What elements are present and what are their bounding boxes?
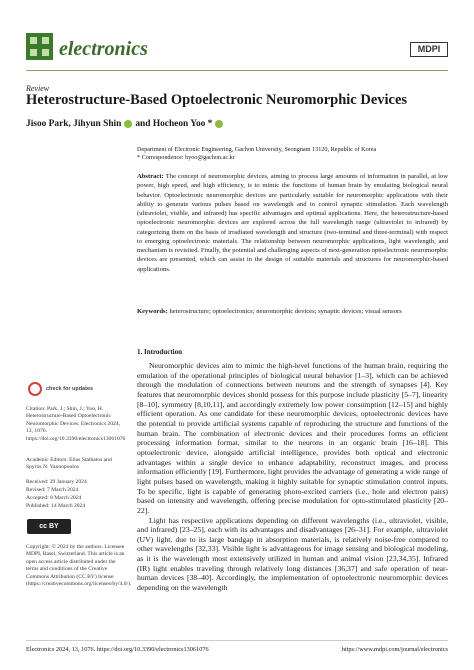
page-footer xyxy=(26,646,448,653)
cc-license-icon[interactable]: cc BY xyxy=(27,519,71,534)
keywords xyxy=(137,307,448,316)
check-for-updates-badge[interactable] xyxy=(28,382,93,396)
orcid-icon[interactable] xyxy=(215,120,223,128)
published-date: Published: 14 March 2024 xyxy=(26,503,86,509)
section-heading: 1. Introduction xyxy=(137,348,182,356)
journal-logo-icon xyxy=(26,33,53,60)
keywords-label: Keywords: xyxy=(137,308,168,315)
abstract xyxy=(137,172,448,274)
intro-paragraph-1: Neuromorphic devices aim to mimic the high-level functions of the human brain, requiring the emulation of the operational principles of biological neural behavior [1–3], which can be achieved through the modulation of connections between neurons and the strength of synapses [4]. Key features that neuromorphic devices should possess for this purpose include plasticity [5–7], linearity [8–10], symmetry [8,10,11], and accordingly extremely low power consumption [12–15] and highly efficient operation. As one candidate for these neuromorphic devices, optoelectronic devices have the potential to provide artificial systems capable of reproducing the structure and functions of the human brain. The combination of electronic devices and their procedures forms an efficient processing information format, similar to the neurons in an organic brain [16–18]. This optoelectronic device, alongside artificial intelligence, provides both optical and electronic advantages within a single device to enhance adaptability, reconstruct images, and process information efficiently [19]. Furthermore, light provides the advantage of generating a wide range of light pulses based on wavelength, making it highly suitable for synaptic stimulation control inputs. To be specific, light is capable of generating photo-excited carriers (i.e., hole and electron pairs) based on intensity and wavelength, offering precise modulation for opto-stimulated plasticity [20–22]. xyxy=(137,361,448,515)
article-title: Heterostructure-Based Optoelectronic Neuromorphic Devices xyxy=(26,92,408,108)
affiliation: Department of Electronic Engineering, Gachon University, Seongnam 13120, Republic of Korea xyxy=(137,146,377,153)
correspondence: * Correspondence: hyoo@gachon.ac.kr xyxy=(137,154,235,161)
received-date: Received: 29 January 2024 xyxy=(26,479,87,485)
orcid-icon[interactable] xyxy=(124,120,132,128)
intro-paragraph-2: Light has respective applications depending on different wavelengths (i.e., ultraviolet, visible, and infrared) [23–25], each with its advantages and disadvantages [26–31]. For example, ultraviolet (UV) light, due to its large bandgap in absorption materials, is relatively noise-free compared to other wavelengths [32,33]. Visible light is advantageous for image sensing and biological modeling, as it is the wavelength most extensively utilized in human and animal vision [23,34,35]. Infrared (IR) light enables traveling through relatively long distances [36,37] and safe operation of near-human devices [38–40]. Accordingly, the implementation of optoelectronic neuromorphic devices depending on the wavelength xyxy=(137,515,448,593)
footer-divider xyxy=(26,640,448,641)
check-updates-icon xyxy=(28,382,42,396)
authors-names: Jisoo Park, Jihyun Shin xyxy=(26,119,122,129)
citation: Citation: Park, J.; Shin, J.; Yoo, H. Heterostructure-Based Optoelectronic Neuromorphic Devices. Electronics 2024, 13, 1076. https://doi.org/10.3390/electronics13061076 xyxy=(26,406,126,442)
header-divider xyxy=(26,70,448,71)
keywords-text: heterostructure; optoelectronics; neuromorphic devices; synaptic devices; visual sensors xyxy=(169,308,402,315)
mdpi-logo: MDPI xyxy=(410,42,448,57)
abstract-text: The concept of neuromorphic devices, aiming to process large amounts of information in parallel, at low power, high speed, and high efficiency, is to mimic the functions of human brain by emulating biological neural behavior. Optoelectronic neuromorphic devices are particularly suitable for neuromorphic applications with their ability to generate various pulses based on wavelength and to control synaptic stimulation. Each wavelength (ultraviolet, visible, and infrared) has specific advantages and optimal applications. Here, the heterostructure-based optoelectronic neuromorphic devices are explored across the full wavelength range (ultraviolet to infrared) by categorizing them on the basis of irradiated wavelength and structure (two-terminal and three-terminal) with respect to emerging optoelectronic materials. The relationship between neuromorphic applications, light wavelength, and mechanism is revisited. Finally, the potential and challenging aspects of next-generation optoelectronic neuromorphic devices are presented, which can assist in the design of suitable materials and structures for neuromorphic-based applications. xyxy=(137,173,448,273)
authors-tail: and Hocheon Yoo * xyxy=(135,119,213,129)
copyright-notice: Copyright: © 2024 by the authors. Licensee MDPI, Basel, Switzerland. This article is an open access article distributed under the terms and conditions of the Creative Commons Attribution (CC BY) license (https://creativecommons.org/licenses/by/4.0/). xyxy=(26,544,132,588)
accepted-date: Accepted: 8 March 2024 xyxy=(26,495,82,501)
abstract-label: Abstract: xyxy=(137,173,164,180)
footer-citation[interactable]: Electronics 2024, 13, 1076. https://doi.org/10.3390/electronics13061076 xyxy=(26,646,209,653)
author-list xyxy=(26,119,223,129)
journal-name: electronics xyxy=(59,38,148,60)
revised-date: Revised: 7 March 2024 xyxy=(26,487,79,493)
affiliation-block xyxy=(137,146,437,162)
body-text xyxy=(137,361,448,593)
article-type: Review xyxy=(26,84,50,93)
check-updates-label: check for updates xyxy=(46,386,94,392)
academic-editors: Academic Editors: Elias Stathatos and Spyros N. Yannopoulos xyxy=(26,457,112,471)
footer-journal-url[interactable]: https://www.mdpi.com/journal/electronics xyxy=(341,646,448,653)
